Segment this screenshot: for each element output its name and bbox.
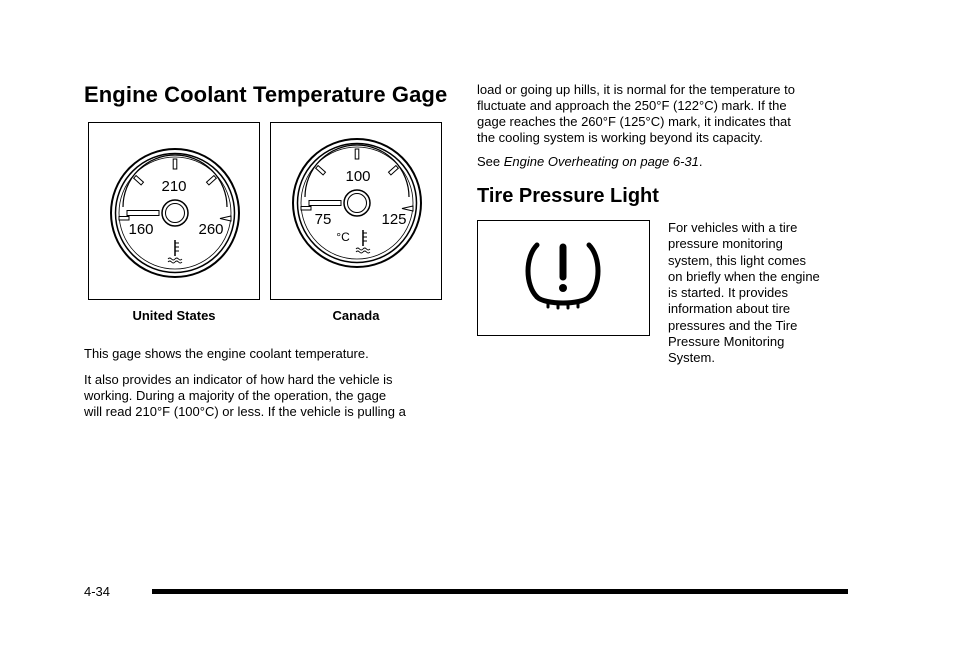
us-gage-illustration: [89, 123, 258, 298]
tire-pressure-warning-icon: [478, 221, 648, 334]
tire-pressure-figure: [477, 220, 650, 336]
canada-gage-label-high: 125: [381, 211, 407, 228]
text-line: will read 210°F (100°C) or less. If the vehicle is pulling a: [84, 404, 406, 419]
canada-gage-label-low: 75: [314, 211, 332, 228]
text-line: on briefly when the engine: [668, 268, 820, 284]
canada-gage-caption: Canada: [332, 308, 380, 323]
us-gage-label-high: 260: [198, 221, 224, 238]
text-line: For vehicles with a tire: [668, 220, 798, 235]
see-suffix: .: [698, 154, 703, 169]
text-line: System.: [668, 350, 715, 366]
coolant-gage-description: [84, 372, 464, 420]
text-line: pressures and the Tire: [668, 317, 798, 333]
text-line: the cooling system is working beyond its capacity.: [477, 130, 763, 145]
text-line: system, this light comes: [668, 252, 806, 268]
text-line: information about tire: [668, 301, 791, 317]
text-line: working. During a majority of the operation, the gage: [84, 388, 387, 403]
text-line: fluctuate and approach the 250°F (122°C) mark. If the: [477, 98, 787, 113]
text-line: is started. It provides: [668, 285, 788, 301]
us-gage-caption: United States: [132, 308, 216, 323]
text-line: It also provides an indicator of how hard the vehicle is: [84, 372, 393, 387]
text-line: load or going up hills, it is normal for the temperature to: [477, 82, 795, 97]
page-number: 4-34: [84, 584, 111, 599]
footer-rule: [152, 589, 848, 594]
canada-gage-label-mid: 100: [345, 168, 371, 185]
canada-gage-figure: [270, 122, 442, 300]
see-prefix: See: [477, 154, 504, 169]
coolant-temp-icon: [356, 230, 370, 253]
text-line: pressure monitoring: [668, 236, 783, 252]
text-line: Pressure Monitoring: [668, 334, 785, 350]
us-gage-figure: [88, 122, 260, 300]
text-line: gage reaches the 260°F (125°C) mark, it indicates that: [477, 114, 791, 129]
cross-reference-link[interactable]: Engine Overheating on page 6-31: [503, 154, 699, 169]
tire-pressure-description: [668, 220, 858, 367]
us-gage-label-low: 160: [128, 221, 154, 238]
us-gage-label-mid: 210: [161, 178, 187, 195]
section-title: Engine Coolant Temperature Gage: [84, 82, 448, 107]
canada-gage-illustration: [271, 123, 440, 298]
coolant-temp-icon: [168, 240, 182, 263]
celsius-unit-label: °C: [336, 230, 350, 244]
coolant-gage-intro: This gage shows the engine coolant temperature.: [84, 346, 369, 361]
coolant-gage-continued: [477, 82, 857, 146]
see-reference: [477, 154, 857, 170]
tire-pressure-title: Tire Pressure Light: [477, 185, 659, 207]
